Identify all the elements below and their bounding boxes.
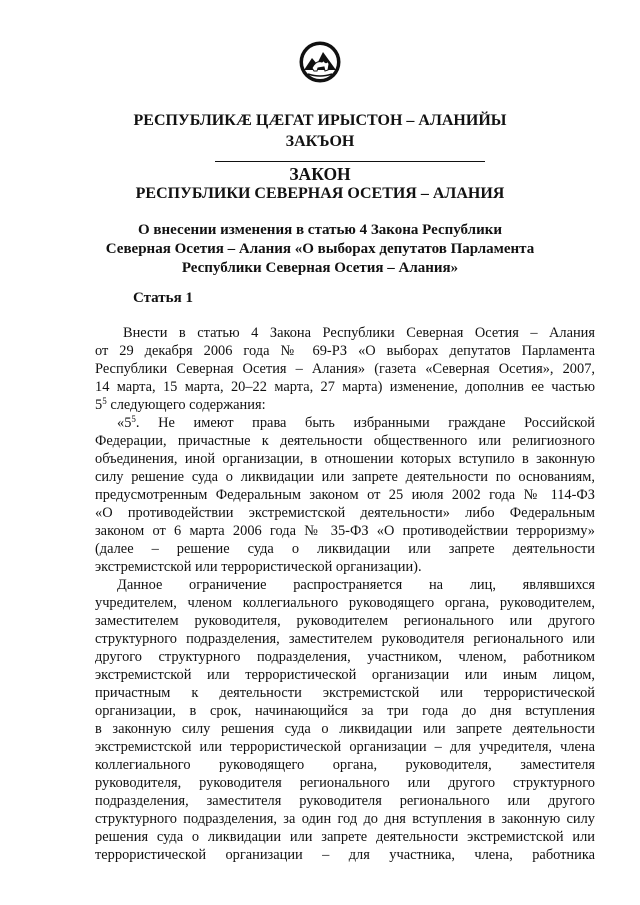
body-line: решения суда о ликвидации или запрете деятельности экстремистской или (95, 829, 595, 845)
article-heading: Статья 1 (133, 290, 193, 306)
law-subtitle (0, 221, 640, 278)
body-line: Данное ограничение распространяется на лиц, являвшихся (117, 577, 595, 593)
body-line: коллегиального руководящего органа, руководителя, заместителя (95, 757, 595, 773)
body-line: экстремистской или террористической организации – для учредителя, члена (95, 739, 595, 755)
subtitle-line: Республики Северная Осетия – Алания» (181, 260, 459, 276)
body-line: объединения, иной организации, в отношении которых вступило в законную (95, 451, 595, 467)
part-number: $5^5$ (95, 396, 107, 413)
body-line: экстремистской или террористической организации или иным лицом, (95, 667, 595, 683)
body-line: от 29 декабря 2006 года № 69-РЗ «О выборах депутатов Парламента (95, 343, 595, 359)
body-line: 14 марта, 15 марта, 20–22 марта, 27 марта) изменение, дополнив ее частью (95, 379, 595, 395)
body-line: законом от 6 марта 2006 года № 35-ФЗ «О противодействии терроризму» (95, 523, 595, 539)
law-title-ossetian: ЗАКЪОН (285, 133, 355, 150)
article-body (95, 324, 595, 864)
body-line: «$5^5$. Не имеют права быть избранными граждане Российской (117, 414, 595, 431)
body-line: «О противодействии экстремистской деятельности» либо Федеральным (95, 505, 595, 521)
body-line: структурного подразделения, за один год до дня вступления в законную силу (95, 811, 595, 827)
coat-of-arms-emblem (298, 40, 342, 84)
subtitle-line: О внесении изменения в статью 4 Закона Республики (137, 222, 503, 238)
body-line: заместителем руководителя, руководителем регионального или другого (95, 613, 595, 629)
body-line: (далее – решение суда о ликвидации или запрете деятельности (95, 541, 595, 557)
body-line: Федерации, причастные к деятельности общественного или религиозного (95, 433, 595, 449)
body-line: учредителем, членом коллегиального руководящего органа, руководителем, (95, 595, 595, 611)
body-line: силу решение суда о ликвидации или запрете деятельности по основаниям, (95, 469, 595, 485)
body-line: террористической организации – для участника, члена, работника (95, 847, 595, 863)
body-line: причастным к деятельности экстремистской или террористической (95, 685, 595, 701)
body-line: структурного подразделения, заместителем руководителя регионального или (95, 631, 595, 647)
republic-name-ossetian: РЕСПУБЛИКÆ ЦÆГАТ ИРЫСТОН – АЛАНИЙЫ (133, 112, 507, 129)
body-line: $5^5$ следующего содержания: (95, 396, 266, 413)
body-line: Внести в статью 4 Закона Республики Северная Осетия – Алания (123, 325, 595, 341)
body-line: подразделения, заместителя руководителя регионального или другого (95, 793, 595, 809)
body-line: руководителя, руководителя регионального или другого структурного (95, 775, 595, 791)
document-header-ru (0, 164, 640, 204)
header-divider (215, 161, 485, 162)
body-line: организации, в срок, начинающийся за три года до дня вступления (95, 703, 595, 719)
document-header-os (0, 110, 640, 152)
subtitle-line: Северная Осетия – Алания «О выборах депутатов Парламента (105, 241, 535, 257)
body-line: в законную силу решения суда о ликвидации или запрете деятельности (95, 721, 595, 737)
law-title-russian: ЗАКОН (289, 164, 351, 184)
part-number-label: «$5^5$. (117, 414, 140, 431)
body-line: другого структурного подразделения, участником, членом, работником (95, 649, 595, 665)
body-line: Республики Северная Осетия – Алания» (газета «Северная Осетия», 2007, (95, 361, 595, 377)
republic-name-russian: РЕСПУБЛИКИ СЕВЕРНАЯ ОСЕТИЯ – АЛАНИЯ (135, 185, 505, 202)
body-line: предусмотренным Федеральным законом от 25 июля 2002 года № 114-ФЗ (95, 487, 595, 503)
body-line: экстремистской или террористической организации). (95, 559, 422, 575)
